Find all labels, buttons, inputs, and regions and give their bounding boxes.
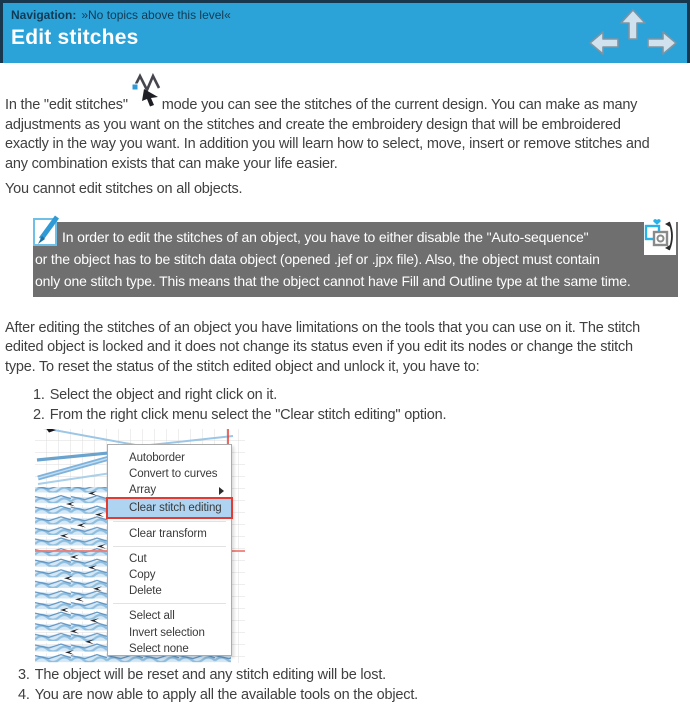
navigation-text: »No topics above this level« (81, 8, 231, 22)
topic-content (0, 96, 690, 705)
breadcrumb (3, 3, 687, 22)
edit-stitches-tool-icon (128, 97, 162, 109)
note-line-1: In order to edit the stitches of an object, you have to either disable the "Auto-sequence" (62, 228, 589, 245)
menu-separator (113, 546, 226, 547)
note-line-2: or the object has to be stitch data object (opened .jef or .jpx file). Also, the object must contain (35, 250, 600, 267)
context-menu-screenshot (35, 429, 245, 663)
limitations-paragraph: After editing the stitches of an object you have limitations on the tools that you can use on it. The stitch edited object is locked and it does not change its status even if you edit its nodes or change the stitch type. To reset the status of the stitch edited object and unlock it, you have to: (5, 319, 641, 375)
menu-item-convert-to-curves: Convert to curves (129, 468, 218, 481)
intro-line-1: In the "edit stitches" mode you can see the stitches of the current design. You can make as many (5, 96, 690, 116)
navigation-label: Navigation: (11, 8, 77, 22)
menu-separator (113, 521, 226, 522)
step-item: 3. The object will be reset and any stitch editing will be lost. (18, 667, 386, 683)
context-menu (107, 444, 232, 656)
menu-item-select-all: Select all (129, 610, 175, 623)
step-item: 4. You are now able to apply all the available tools on the object. (18, 687, 418, 703)
note-text (35, 226, 676, 292)
intro-line-2: adjustments as you want on the stitches and create the embroidery design that will be embroidered (5, 116, 621, 133)
note-line-3: only one stitch type. This means that the object cannot have Fill and Outline type at the same time. (35, 272, 631, 289)
step-item: 2. From the right click menu select the "Clear stitch editing" option. (33, 407, 447, 423)
step-item: 1. Select the object and right click on it. (33, 387, 278, 403)
menu-item-copy: Copy (129, 568, 156, 581)
navigate-previous-icon[interactable] (587, 29, 621, 57)
menu-item-array: Array (108, 482, 231, 498)
menu-item-autoborder: Autoborder (129, 452, 185, 464)
topic-navigation (587, 7, 679, 61)
menu-separator (113, 603, 226, 604)
menu-item-clear-transform: Clear transform (129, 527, 207, 540)
navigate-up-icon[interactable] (618, 7, 648, 41)
intro-line-4: any combination exists that can make your life easier. (5, 155, 338, 172)
page-title: Edit stitches (11, 26, 139, 49)
auto-sequence-icon (644, 217, 676, 255)
note-pencil-icon (33, 213, 61, 247)
submenu-arrow-icon (219, 487, 224, 495)
steps-list-top (33, 385, 690, 425)
menu-item-cut: Cut (129, 552, 147, 565)
topic-header (0, 0, 690, 63)
cannot-edit-paragraph: You cannot edit stitches on all objects. (5, 181, 243, 197)
intro-paragraph (5, 96, 690, 174)
steps-list-bottom (18, 665, 690, 705)
intro-line-3: exactly in the way you want. In addition you will learn how to select, move, insert or remove stitches and (5, 136, 650, 152)
note-box (33, 222, 678, 297)
navigate-next-icon[interactable] (645, 29, 679, 57)
menu-item-select-none: Select none (129, 642, 189, 655)
menu-item-clear-stitch-editing: Clear stitch editing (108, 499, 231, 517)
menu-item-invert-selection: Invert selection (129, 626, 205, 639)
menu-item-delete: Delete (129, 585, 162, 598)
